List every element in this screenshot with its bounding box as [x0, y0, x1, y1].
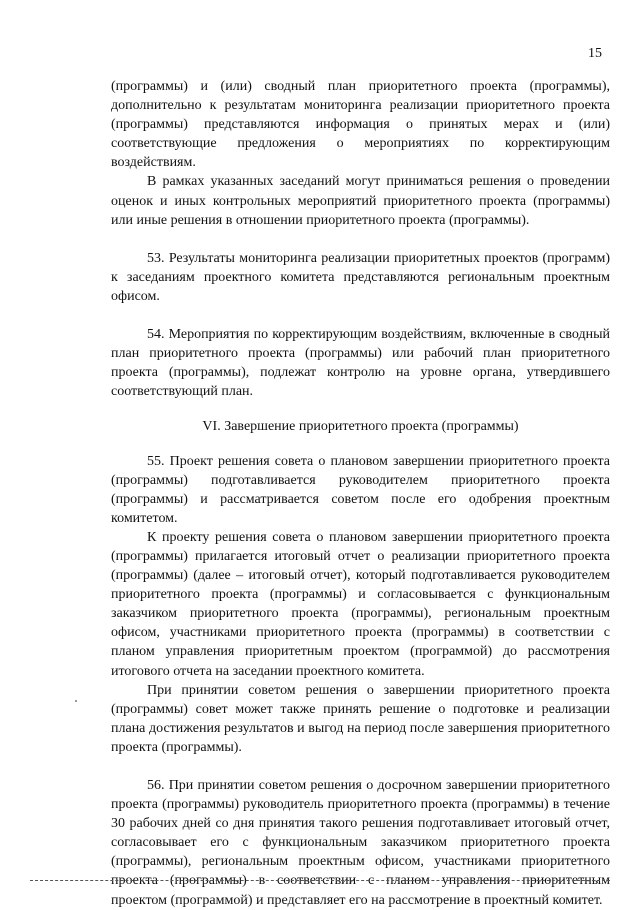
paragraph-continuation: (программы) и (или) сводный план приоритетного проекта (программы), дополнительно к результатам мониторинга реализации приоритетного проекта (программы) представляются информация о принятых мерах и (или) соответствующие предложения о мероприятиях по корректирующим воздействиям. — [111, 79, 610, 171]
section-heading-vi: VI. Завершение приоритетного проекта (программы) — [202, 419, 519, 435]
page-bottom-rule — [30, 880, 610, 881]
paragraph-56: 56. При принятии советом решения о досрочном завершении приоритетного проекта (программы) руководитель приоритетного проекта (программы) в течение 30 рабочих дней со дня принятия такого решения подготавливает итоговый отчет, согласовывает его с функциональным заказчиком приоритетного проекта (программы), региональным проектным офисом, участниками приоритетного проекта (программы) в соответствии с планом управления приоритетным проектом (программой) и представляет его на рассмотрение в проектный комитет. — [111, 778, 610, 908]
paragraph-55: 55. Проект решения совета о плановом завершении приоритетного проекта (программы) подготавливается руководителем приоритетного проекта (программы) и рассматривается советом после его одобрения проектным комитетом. — [111, 453, 610, 526]
paragraph-55-benefits-plan: При принятии советом решения о завершении приоритетного проекта (программы) совет может также принять решение о подготовке и реализации плана достижения результатов и выгод на период после завершения приоритетного проекта (программы). — [111, 682, 610, 755]
paragraph-53: 53. Результаты мониторинга реализации приоритетных проектов (программ) к заседаниям проектного комитета представляются региональным проектным офисом. — [111, 250, 610, 304]
paragraph-55-final-report: К проекту решения совета о плановом завершении приоритетного проекта (программы) прилагается итоговый отчет о реализации приоритетного проекта (программы) (далее – итоговый отчет), который подготавливается руководителем приоритетного проекта (программы) и согласовывается с функциональным заказчиком приоритетного проекта (программы), региональным проектным офисом, участниками приоритетного проекта (программы) в соответствии с планом управления приоритетным проектом (программой) до рассмотрения итогового отчета на заседании проектного комитета. — [111, 529, 610, 679]
page-number: 15 — [588, 46, 602, 61]
paragraph-meetings-decisions: В рамках указанных заседаний могут приниматься решения о проведении оценок и иных контрольных мероприятий приоритетного проекта (программы) или иные решения в отношении приоритетного проекта (программы). — [111, 174, 610, 228]
document-body — [111, 77, 610, 910]
paragraph-54: 54. Мероприятия по корректирующим воздействиям, включенные в сводный план приоритетного проекта (программы) или рабочий план приоритетного проекта (программы), подлежат контролю на уровне органа, утвердившего соответствующий план. — [111, 327, 610, 400]
scan-dot — [75, 700, 77, 702]
